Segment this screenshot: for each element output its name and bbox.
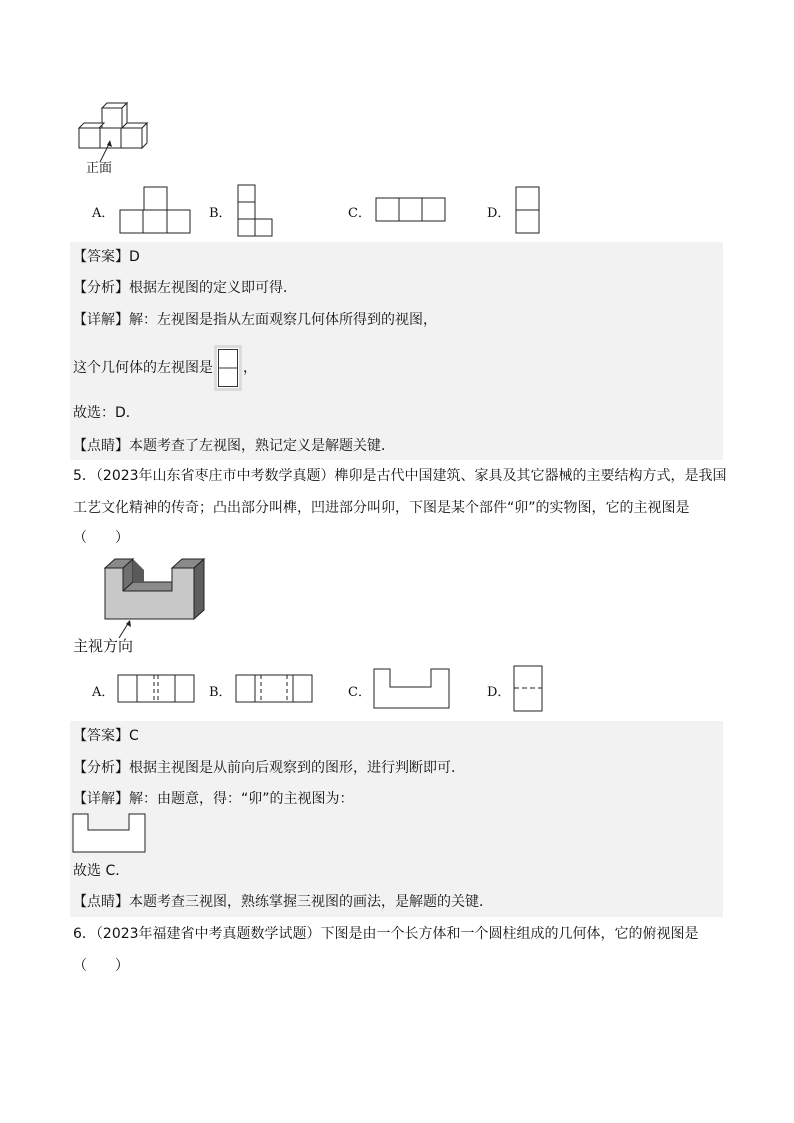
q5-option-b-letter: B． [209, 685, 232, 700]
q4-option-b-letter: B． [209, 206, 232, 221]
q5-option-d-figure[interactable] [513, 665, 545, 713]
q4-option-a-letter: A． [92, 206, 115, 221]
q5-comment: 【点睛】本题考查三视图，熟练掌握三视图的画法，是解题的关键． [73, 894, 493, 910]
q5-option-c-figure[interactable] [373, 668, 453, 710]
q4-comment: 【点睛】本题考查了左视图，熟记定义是解题关键． [73, 438, 395, 454]
q4-option-d-letter: D． [487, 206, 511, 221]
q5-analysis: 【分析】根据主视图是从前向后观察到的图形，进行判断即可． [73, 760, 465, 776]
q5-option-a-figure[interactable] [117, 674, 197, 704]
q6-answer-paren: （ ） [73, 958, 129, 974]
q4-option-a-figure[interactable] [119, 186, 191, 236]
q5-figure-caption: 主视方向 [73, 637, 134, 655]
q5-option-d-letter: D． [487, 685, 511, 700]
q4-detail: 【详解】解：左视图是指从左面观察几何体所得到的视图， [73, 312, 437, 328]
q4-detail-left-view-suffix: ， [243, 360, 257, 376]
q5-text-line1: 5．（2023年山东省枣庄市中考数学真题）榫卯是古代中国建筑、家具及其它器械的主要结构方式，是我国 [73, 468, 727, 484]
q4-option-b-figure[interactable] [237, 184, 275, 238]
q5-option-c-letter: C． [348, 685, 371, 700]
q4-figure-caption: 正面 [86, 161, 113, 176]
q4-solution-block [70, 242, 723, 460]
q4-analysis: 【分析】根据左视图的定义即可得． [73, 280, 297, 296]
q5-option-b-figure[interactable] [235, 674, 315, 704]
q5-option-a-letter: A． [92, 685, 115, 700]
q5-solution-block [70, 721, 723, 917]
q4-choice: 故选：D． [73, 405, 140, 421]
q5-text-line2: 工艺文化精神的传奇；凸出部分叫榫，凹进部分叫卯，下图是某个部件“卯”的实物图，它的主视图是 [73, 500, 690, 516]
q4-left-view-image [214, 345, 242, 391]
q4-detail-left-view-prefix: 这个几何体的左视图是 [73, 360, 213, 376]
q4-answer: 【答案】D [73, 249, 140, 265]
q5-front-view-image [72, 813, 148, 855]
q5-answer: 【答案】C [73, 728, 139, 744]
q5-mortise-figure [102, 558, 210, 622]
q4-option-c-figure[interactable] [375, 197, 447, 223]
q4-option-c-letter: C． [348, 206, 371, 221]
q6-text-line1: 6．（2023年福建省中考真题数学试题）下图是由一个长方体和一个圆柱组成的几何体，它的俯视图是 [73, 926, 699, 942]
q5-choice: 故选 C． [73, 863, 130, 879]
q5-detail: 【详解】解：由题意，得：“卯”的主视图为： [73, 791, 354, 807]
q5-answer-paren: （ ） [73, 530, 129, 546]
q4-option-d-figure[interactable] [515, 186, 541, 236]
